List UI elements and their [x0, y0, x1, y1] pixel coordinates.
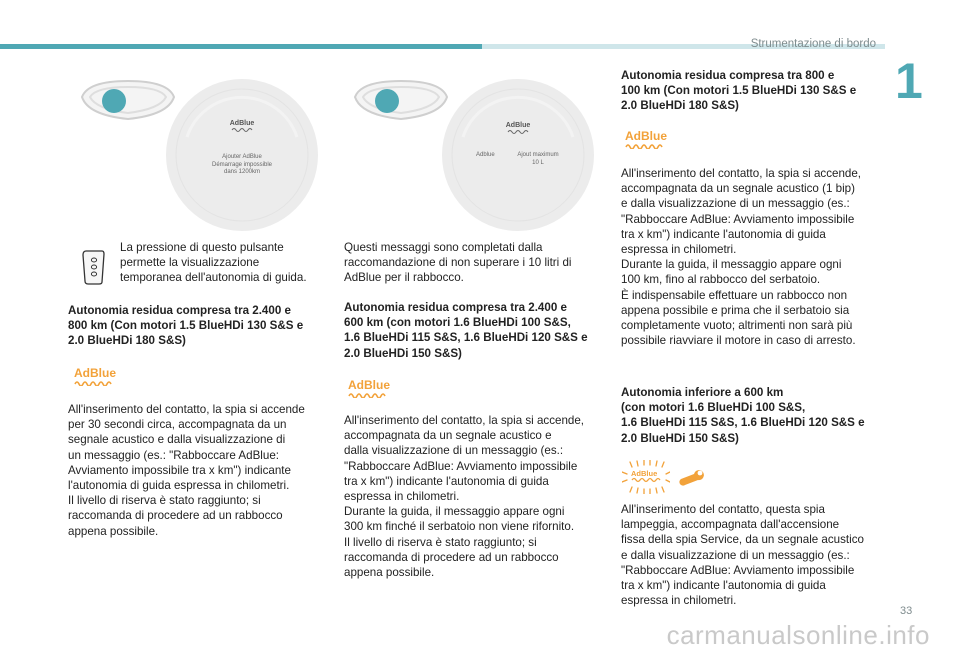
section-body-2400-600: All'inserimento del contatto, la spia si accende, accompagnata da un segnale acustico e dalla visualizzazione di un messaggio (es.: "Rabboccare AdBlue: Avviamento impossibile tra x km") indicante l'autonomia di guida espressa in chilometri. Durante la guida, il messaggio appare ogni 300 km finché il serbatoio non viene rifornito. Il livello di riserva è stato raggiunto; si raccomanda di procedere ad un rabbocco appena possibile.	[344, 414, 585, 580]
stalk-end-button-icon	[80, 248, 106, 286]
adblue-wave-icon	[74, 380, 112, 386]
display-line-3: dans 1200km	[223, 169, 261, 175]
instrument-illustration-2	[343, 70, 598, 235]
display-right-line-2: 10 L	[532, 159, 544, 166]
display-adblue-label: AdBlue	[229, 120, 255, 127]
display-adblue-label: AdBlue	[505, 122, 531, 129]
section-heading-800-100: Autonomia residua compresa tra 800 e 100 km (Con motori 1.5 BlueHDi 130 S&S e 2.0 BlueHDi 180 S&S)	[621, 69, 857, 113]
adblue-flashing-icon	[622, 460, 670, 494]
wave-icon	[507, 129, 529, 134]
adblue-wave-icon	[625, 143, 663, 149]
page-number: 33	[900, 605, 913, 617]
display-line-2: Démarrage impossible	[211, 161, 273, 168]
section-body-2400-800: All'inserimento del contatto, la spia si accende per 30 secondi circa, accompagnata da un segnale acustico e dalla visualizzazione di un messaggio (es.: "Rabboccare AdBlue: Avviamento impossibile tra x km") indicante l'autonomia di guida espressa in chilometri. Il livello di riserva è stato raggiunto; si raccomanda di procedere ad un rabbocco appena possibile.	[68, 403, 305, 538]
stalk-button-graphic	[351, 75, 451, 125]
adblue-icon-label: AdBlue	[348, 378, 390, 392]
instrument-illustration-1	[70, 70, 325, 235]
section-title: Strumentazione di bordo	[750, 38, 876, 50]
section-body-800-100: All'inserimento del contatto, la spia si accende, accompagnata da un segnale acustico (1 bip) e dalla visualizzazione di un messaggio (es.: "Rabboccare AdBlue: Avviamento impossibile tra x km") indicante l'autonomia di guida espressa in chilometri. Durante la guida, il messaggio appare ogni 100 km, fino al rabbocco del serbatoio. È indispensabile effettuare un rabbocco non appena possibile e prima che il serbatoio sia completamente vuoto; altrimenti non sarà più possibile riavviare il motore in caso di arresto.	[621, 167, 862, 348]
adblue-wave-icon	[348, 392, 386, 398]
adblue-warning-icon	[625, 130, 667, 149]
wrench-service-icon	[678, 466, 706, 486]
display-right-line-1: Ajout maximum	[517, 152, 559, 158]
adblue-icon-label: AdBlue	[625, 129, 667, 143]
section-heading-2400-600: Autonomia residua compresa tra 2.400 e 600 km (con motori 1.6 BlueHDi 100 S&S, 1.6 BlueHDi 115 S&S, 1.6 BlueHDi 120 S&S e 2.0 BlueHDi 150 S&S)	[344, 301, 588, 360]
adblue-icon-label: AdBlue	[74, 366, 116, 380]
section-heading-2400-800: Autonomia residua compresa tra 2.400 e 800 km (Con motori 1.5 BlueHDi 130 S&S e 2.0 BlueHDi 180 S&S)	[68, 304, 304, 348]
watermark: carmanualsonline.info	[666, 620, 930, 650]
flash-adblue-label: AdBlue	[631, 469, 658, 478]
wave-icon	[231, 127, 253, 132]
section-heading-under-600: Autonomia inferiore a 600 km (con motori 1.6 BlueHDi 100 S&S, 1.6 BlueHDi 115 S&S, 1.6 BlueHDi 120 S&S e 2.0 BlueHDi 150 S&S)	[621, 386, 865, 445]
adblue-warning-icon	[74, 367, 116, 386]
adblue-warning-icon	[348, 379, 390, 398]
refill-note: Questi messaggi sono completati dalla raccomandazione di non superare i 10 litri di AdBlue per il rabbocco.	[344, 241, 572, 285]
button-description: La pressione di questo pulsante permette la visualizzazione temporanea dell'autonomia di guida.	[120, 241, 307, 285]
section-body-under-600: All'inserimento del contatto, questa spia lampeggia, accompagnata dall'accensione fissa della spia Service, da un segnale acustico e dalla visualizzazione di un messaggio (es.: "Rabboccare AdBlue: Avviamento impossibile tra x km") indicante l'autonomia di guida espressa in chilometri.	[621, 503, 864, 608]
header-accent-bar	[0, 44, 482, 49]
display-line-1: Ajouter AdBlue	[222, 154, 262, 160]
display-left-text: Adblue	[476, 152, 495, 158]
chapter-number: 1	[895, 53, 923, 109]
